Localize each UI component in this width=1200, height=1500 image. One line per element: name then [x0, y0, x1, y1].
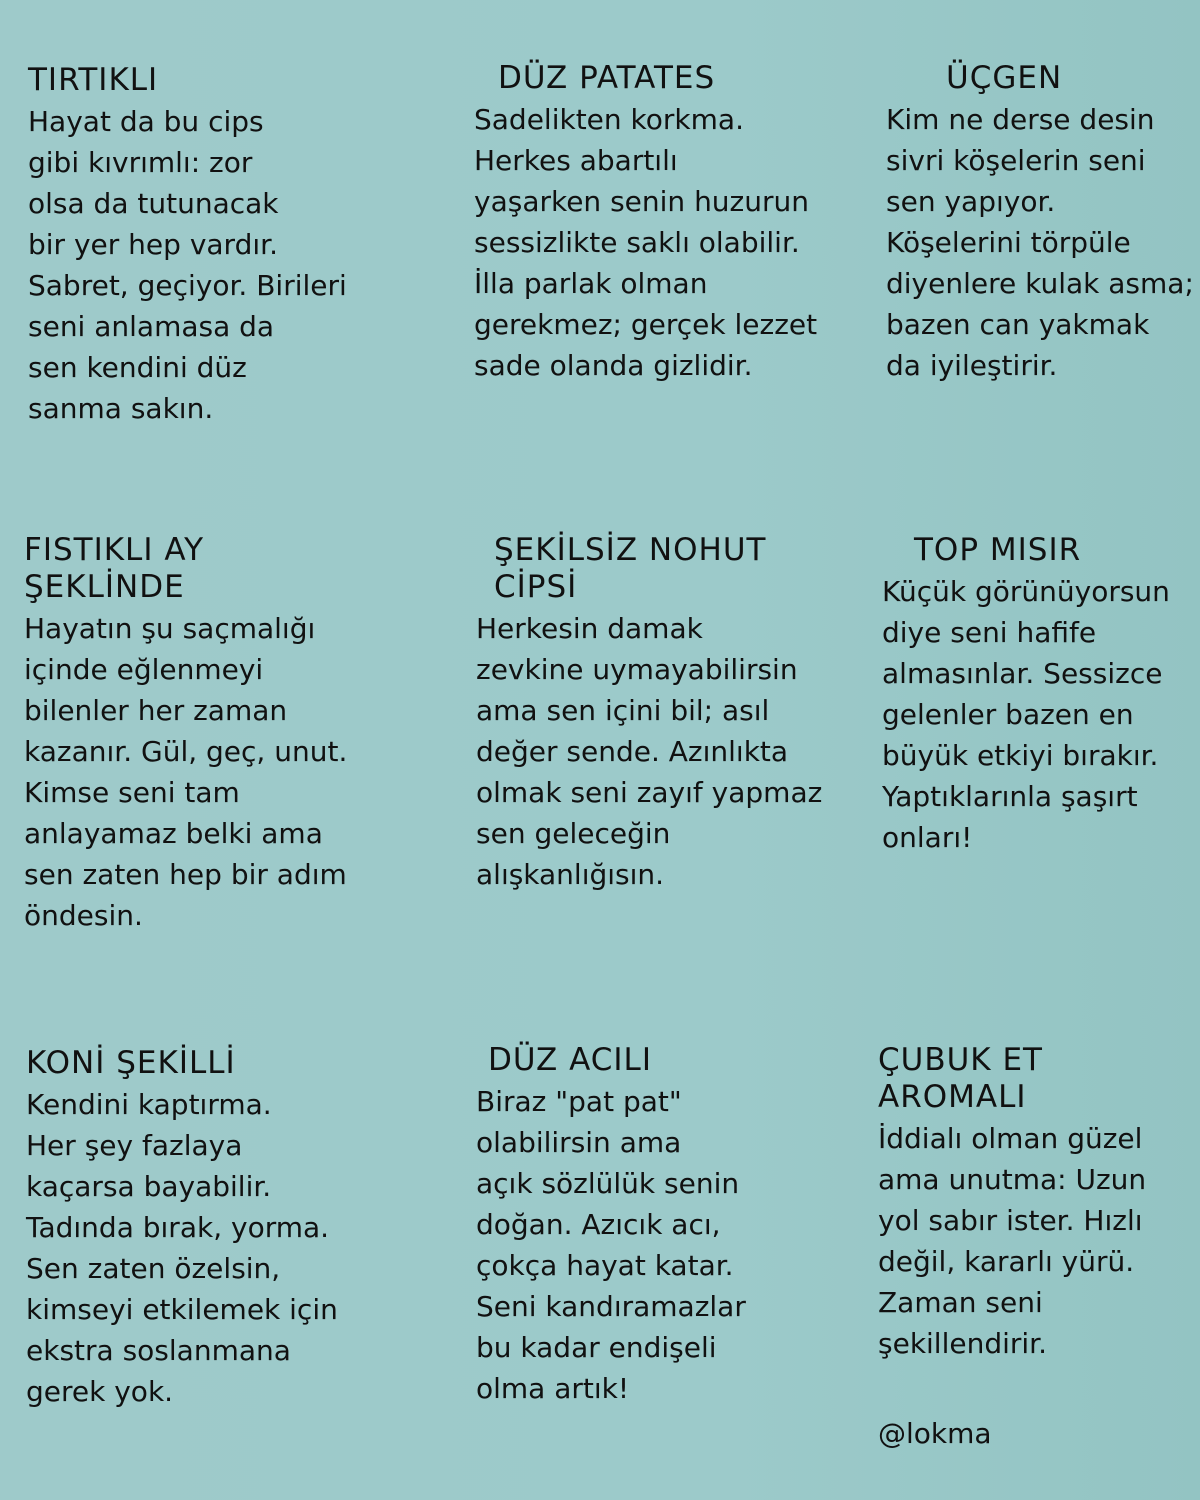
card-line: yaşarken senin huzurun: [474, 185, 810, 218]
card-line: ama sen içini bil; asıl: [476, 694, 770, 727]
card-body: [886, 99, 1200, 386]
card-line: bazen can yakmak: [886, 308, 1150, 341]
card-line: Sabret, geçiyor. Birileri: [28, 269, 347, 302]
card-line: Köşelerini törpüle: [886, 226, 1131, 259]
card-tirtikli: [28, 62, 348, 429]
card-duz-patates: [474, 60, 818, 386]
card-line: içinde eğlenmeyi: [24, 653, 264, 686]
card-line: Yaptıklarınla şaşırt: [882, 780, 1138, 813]
card-body: [28, 101, 348, 429]
card-line: almasınlar. Sessizce: [882, 657, 1163, 690]
card-line: şekillendirir.: [878, 1327, 1048, 1360]
card-line: değer sende. Azınlıkta: [476, 735, 789, 768]
card-line: İlla parlak olman: [474, 267, 708, 300]
card-line: kazanır. Gül, geç, unut.: [24, 735, 348, 768]
card-title: FISTIKLI AY ŞEKLİNDE: [24, 532, 205, 605]
card-body: [476, 608, 823, 895]
card-line: Her şey fazlaya: [26, 1129, 243, 1162]
card-line: sade olanda gizlidir.: [474, 349, 753, 382]
card-line: değil, kararlı yürü.: [878, 1245, 1135, 1278]
card-line: zevkine uymayabilirsin: [476, 653, 798, 686]
card-line: gerek yok.: [26, 1375, 174, 1408]
card-line: çokça hayat katar.: [476, 1249, 734, 1282]
card-line: Zaman seni: [878, 1286, 1043, 1319]
card-title: ŞEKİLSİZ NOHUT CİPSİ: [494, 532, 767, 605]
card-line: da iyileştirir.: [886, 349, 1058, 382]
card-line: Sen zaten özelsin,: [26, 1252, 281, 1285]
card-line: büyük etkiyi bırakır.: [882, 739, 1159, 772]
card-line: sivri köşelerin seni: [886, 144, 1146, 177]
card-line: sen zaten hep bir adım: [24, 858, 347, 891]
card-line: seni anlamasa da: [28, 310, 275, 343]
card-line: gelenler bazen en: [882, 698, 1134, 731]
card-line: Biraz "pat pat": [476, 1085, 682, 1118]
card-line: kimseyi etkilemek için: [26, 1293, 338, 1326]
card-fistikli-ay: [24, 532, 348, 936]
signature: @lokma: [878, 1417, 992, 1450]
card-title: TIRTIKLI: [28, 62, 159, 98]
card-line: bir yer hep vardır.: [28, 228, 278, 261]
card-line: Hayatın şu saçmalığı: [24, 612, 316, 645]
card-line: ekstra soslanmana: [26, 1334, 291, 1367]
card-line: sen kendini düz: [28, 351, 247, 384]
card-line: Hayat da bu cips: [28, 105, 264, 138]
card-title: TOP MISIR: [914, 532, 1082, 568]
card-line: Herkesin damak: [476, 612, 703, 645]
card-line: Herkes abartılı: [474, 144, 678, 177]
card-ucgen: [886, 60, 1200, 386]
card-line: sen geleceğin: [476, 817, 671, 850]
card-body: [474, 99, 818, 386]
card-line: anlayamaz belki ama: [24, 817, 323, 850]
card-line: alışkanlığısın.: [476, 858, 665, 891]
card-body: [24, 608, 348, 936]
card-line: bilenler her zaman: [24, 694, 288, 727]
card-cubuk-et: [878, 1042, 1198, 1364]
card-line: Seni kandıramazlar: [476, 1290, 746, 1323]
card-line: Sadelikten korkma.: [474, 103, 744, 136]
card-line: Kim ne derse desin: [886, 103, 1155, 136]
card-line: kaçarsa bayabilir.: [26, 1170, 272, 1203]
card-line: sessizlikte saklı olabilir.: [474, 226, 800, 259]
card-line: diye seni hafife: [882, 616, 1097, 649]
card-line: Küçük görünüyorsun: [882, 575, 1170, 608]
card-top-misir: [882, 532, 1200, 858]
card-line: öndesin.: [24, 899, 143, 932]
card-line: bu kadar endişeli: [476, 1331, 717, 1364]
card-line: olma artık!: [476, 1372, 630, 1405]
card-line: Tadında bırak, yorma.: [26, 1211, 330, 1244]
card-line: gerekmez; gerçek lezzet: [474, 308, 818, 341]
card-line: olsa da tutunacak: [28, 187, 279, 220]
card-line: açık sözlülük senin: [476, 1167, 740, 1200]
card-sekilsiz-nohut: [476, 532, 823, 895]
card-line: diyenlere kulak asma;: [886, 267, 1194, 300]
card-line: olmak seni zayıf yapmaz: [476, 776, 823, 809]
card-body: [26, 1084, 346, 1412]
card-title: DÜZ ACILI: [488, 1042, 652, 1078]
card-line: Kimse seni tam: [24, 776, 240, 809]
card-koni-sekilli: [26, 1045, 346, 1412]
card-line: sen yapıyor.: [886, 185, 1056, 218]
card-line: gibi kıvrımlı: zor: [28, 146, 253, 179]
card-title: ÜÇGEN: [946, 60, 1063, 96]
card-line: İddialı olman güzel: [878, 1122, 1143, 1155]
card-title: KONİ ŞEKİLLİ: [26, 1045, 236, 1081]
card-line: olabilirsin ama: [476, 1126, 682, 1159]
card-duz-acili: [476, 1042, 796, 1409]
card-body: [476, 1081, 796, 1409]
card-line: sanma sakın.: [28, 392, 214, 425]
card-body: [882, 571, 1200, 858]
card-title: DÜZ PATATES: [498, 60, 716, 96]
card-title: ÇUBUK ET AROMALI: [878, 1042, 1043, 1115]
card-line: Kendini kaptırma.: [26, 1088, 272, 1121]
card-line: ama unutma: Uzun: [878, 1163, 1147, 1196]
card-line: onları!: [882, 821, 973, 854]
card-line: doğan. Azıcık acı,: [476, 1208, 721, 1241]
card-body: [878, 1118, 1198, 1364]
card-line: yol sabır ister. Hızlı: [878, 1204, 1143, 1237]
